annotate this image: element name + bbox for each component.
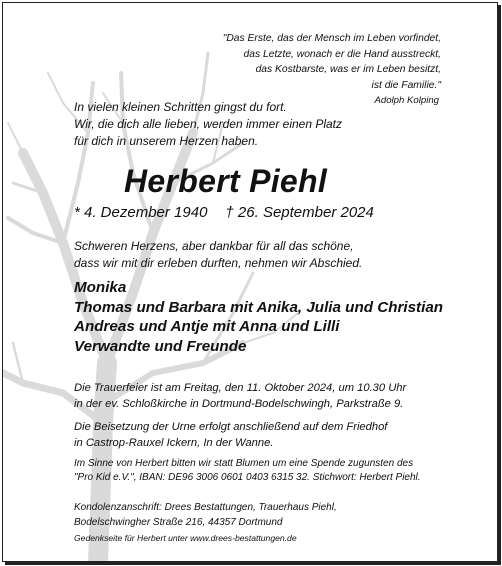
condolence-address xyxy=(74,500,337,530)
quote-line: ist die Familie." xyxy=(371,79,441,91)
quote-line: das Kostbarste, was er im Leben besitzt, xyxy=(255,64,441,76)
contact-line: Kondolenzanschrift: Drees Bestattungen, Trauerhaus Piehl, xyxy=(74,502,337,513)
quote-line: "Das Erste, das der Mensch im Leben vorfindet, xyxy=(222,33,441,44)
mourner: Monika xyxy=(74,279,127,296)
mourner: Thomas und Barbara mit Anika, Julia und Christian xyxy=(74,298,444,316)
donation-info xyxy=(74,457,421,485)
funeral-info xyxy=(74,381,406,412)
contact-line: Bodelschwingher Straße 216, 44357 Dortmund xyxy=(74,517,283,528)
obituary-card xyxy=(2,2,498,562)
funeral-line: Die Trauerfeier ist am Freitag, den 11. Oktober 2024, um 10.30 Uhr xyxy=(74,382,407,394)
donation-line: "Pro Kid e.V.", IBAN: DE96 3006 0601 0403 6315 32. Stichwort: Herbert Piehl. xyxy=(74,472,421,483)
intro-line: In vielen kleinen Schritten gingst du fort. xyxy=(74,100,287,114)
burial-line: in Castrop-Rauxel Ickern, In der Wanne. xyxy=(74,436,274,449)
quote xyxy=(223,31,441,93)
intro-line: für dich in unserem Herzen haben. xyxy=(74,133,259,148)
quote-author: Adolph Kolping xyxy=(374,95,439,106)
farewell-line: Schweren Herzens, aber dankbar für all das schöne, xyxy=(74,239,354,253)
burial-info xyxy=(74,420,387,451)
life-dates xyxy=(74,204,374,221)
farewell-text xyxy=(74,238,362,272)
mourner: Verwandte und Freunde xyxy=(74,338,247,356)
mourner: Andreas und Antje mit Anna und Lilli xyxy=(74,318,340,336)
quote-line: das Letzte, wonach er die Hand ausstreckt, xyxy=(243,48,441,60)
burial-line: Die Beisetzung der Urne erfolgt anschließend auf dem Friedhof xyxy=(74,421,388,433)
funeral-line: in der ev. Schloßkirche in Dortmund-Bodelschwingh, Parkstraße 9. xyxy=(74,397,404,410)
donation-line: Im Sinne von Herbert bitten wir statt Blumen um eine Spende zugunsten des xyxy=(74,458,414,469)
deceased-name: Herbert Piehl xyxy=(124,163,328,199)
mourners-list xyxy=(74,278,443,357)
intro-verse xyxy=(74,99,342,149)
farewell-line: dass wir mit dir erleben durften, nehmen wir Abschied. xyxy=(74,255,363,270)
birth-date: * 4. Dezember 1940 xyxy=(74,204,208,221)
intro-line: Wir, die dich alle lieben, werden immer einen Platz xyxy=(74,116,343,131)
memorial-page-link: Gedenkseite für Herbert unter www.drees-bestattungen.de xyxy=(74,533,297,543)
death-date: † 26. September 2024 xyxy=(225,204,374,221)
